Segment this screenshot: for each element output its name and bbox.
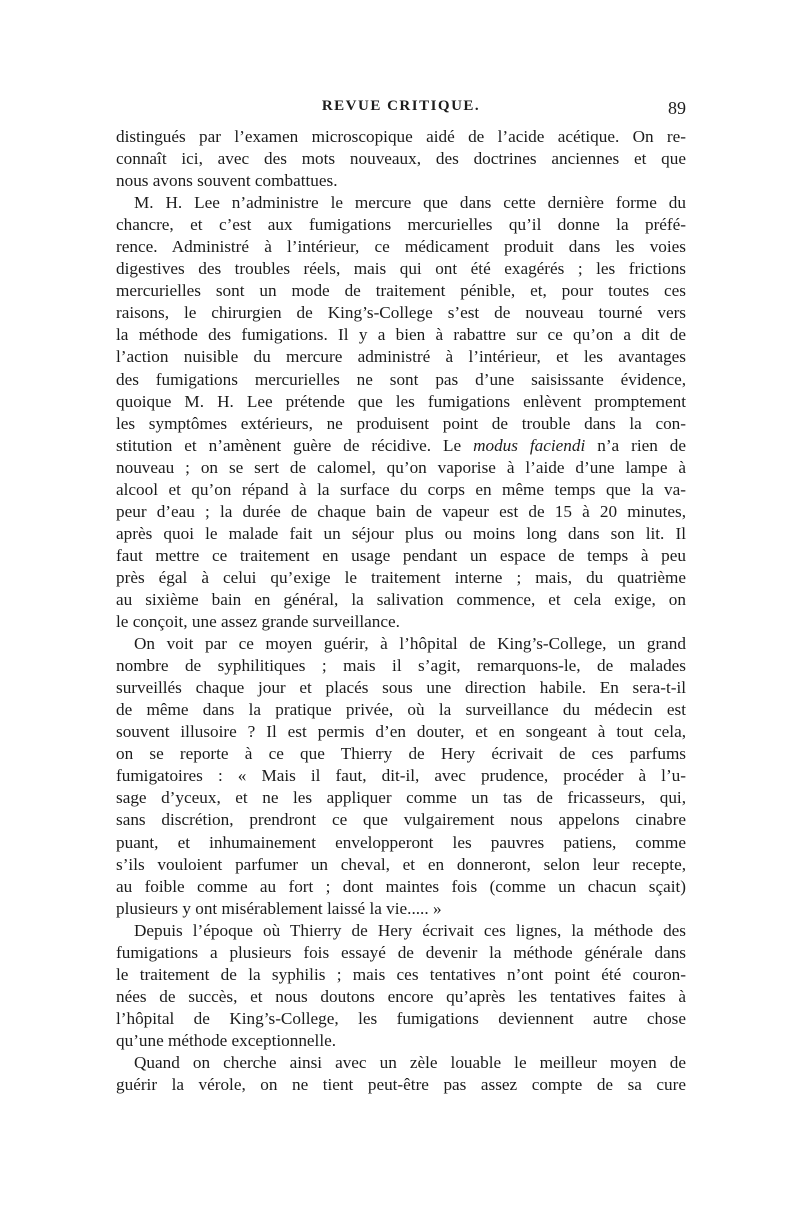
text-segment: au sixième bain en général, la salivation commence, et cela exige, on xyxy=(116,589,686,609)
text-segment: On voit par ce moyen guérir, à l’hôpital de King’s-College, un grand xyxy=(134,634,686,654)
text-segment: sans discrétion, prendront ce que vulgairement nous appelons cinabre xyxy=(116,810,686,830)
running-title: REVUE CRITIQUE. xyxy=(321,98,481,114)
text-segment: sage d’yceux, et ne les appliquer comme un tas de fricasseurs, qui, xyxy=(116,788,686,808)
text-line xyxy=(116,302,686,324)
text-segment: stitution et n’amènent guère de récidive. Le xyxy=(116,435,474,455)
text-segment: raisons, le chirurgien de King’s-College s’est de nouveau tourné vers xyxy=(116,303,686,323)
text-segment: Quand on cherche ainsi avec un zèle louable le meilleur moyen de xyxy=(134,1052,686,1072)
text-line xyxy=(116,214,686,236)
text-line xyxy=(116,170,686,192)
text-line xyxy=(116,743,686,765)
text-line xyxy=(116,1008,686,1030)
text-line xyxy=(116,324,686,346)
text-line xyxy=(116,832,686,854)
text-segment: chancre, et c’est aux fumigations mercurielles qu’il donne la préfé- xyxy=(116,215,686,235)
text-line xyxy=(116,346,686,368)
text-line xyxy=(116,589,686,611)
text-line xyxy=(116,258,686,280)
text-line xyxy=(116,986,686,1008)
text-segment: guérir la vérole, on ne tient peut-être pas assez compte de sa cure xyxy=(116,1075,686,1095)
text-segment: de même dans la pratique privée, où la surveillance du médecin est xyxy=(116,700,686,720)
text-segment: nouveau ; on se sert de calomel, qu’on vaporise à l’aide d’une lampe à xyxy=(116,457,686,477)
text-segment: faut mettre ce traitement en usage pendant un espace de temps à peu xyxy=(116,545,686,565)
text-segment: alcool et qu’on répand à la surface du corps en même temps que la va- xyxy=(116,479,686,499)
text-segment: on se reporte à ce que Thierry de Hery écrivait de ces parfums xyxy=(116,744,686,764)
text-segment: plusieurs y ont misérablement laissé la vie..... » xyxy=(116,898,442,918)
text-line xyxy=(116,942,686,964)
text-line xyxy=(116,192,686,214)
text-segment: le traitement de la syphilis ; mais ces tentatives n’ont point été couron- xyxy=(116,964,686,984)
text-line xyxy=(116,1074,686,1096)
text-segment: surveillés chaque jour et placés sous une direction habile. En sera-t-il xyxy=(116,678,686,698)
text-line xyxy=(116,677,686,699)
text-segment: nous avons souvent combattues. xyxy=(116,171,338,191)
text-segment: nées de succès, et nous doutons encore qu’après les tentatives faites à xyxy=(116,986,686,1006)
text-line xyxy=(116,633,686,655)
text-segment: mercurielles sont un mode de traitement pénible, et, pour toutes ces xyxy=(116,281,686,301)
text-line xyxy=(116,1030,686,1052)
text-segment: l’action nuisible du mercure administré à l’intérieur, et les avantages xyxy=(116,347,686,367)
text-line xyxy=(116,545,686,567)
text-segment: n’a rien de xyxy=(585,435,686,455)
text-segment: quoique M. H. Lee prétende que les fumigations enlèvent promptement xyxy=(116,391,686,411)
text-line xyxy=(116,809,686,831)
text-segment: souvent illusoire ? Il est permis d’en douter, et en songeant à tout cela, xyxy=(116,722,686,742)
text-segment: digestives des troubles réels, mais qui ont été exagérés ; les frictions xyxy=(116,259,686,279)
text-line xyxy=(116,611,686,633)
text-segment: près égal à celui qu’exige le traitement interne ; mais, du quatrième xyxy=(116,567,686,587)
text-segment: l’hôpital de King’s-College, les fumigations deviennent autre chose xyxy=(116,1008,686,1028)
text-line xyxy=(116,236,686,258)
text-line xyxy=(116,435,686,457)
text-segment: les symptômes extérieurs, ne produisent point de trouble dans la con- xyxy=(116,413,686,433)
text-line xyxy=(116,898,686,920)
text-line xyxy=(116,567,686,589)
text-line xyxy=(116,787,686,809)
text-segment: puant, et inhumainement envelopperont les pauvres patiens, comme xyxy=(116,832,686,852)
text-line xyxy=(116,876,686,898)
text-line xyxy=(116,391,686,413)
body-text xyxy=(116,126,686,1096)
text-segment: M. H. Lee n’administre le mercure que dans cette dernière forme du xyxy=(134,193,686,213)
page-header xyxy=(116,98,686,122)
text-line xyxy=(116,721,686,743)
text-segment: distingués par l’examen microscopique aidé de l’acide acétique. On re- xyxy=(116,127,686,146)
text-segment: Depuis l’époque où Thierry de Hery écrivait ces lignes, la méthode des xyxy=(134,920,686,940)
text-segment: au foible comme au fort ; dont maintes fois (comme un chacun sçait) xyxy=(116,876,686,896)
text-segment: le conçoit, une assez grande surveillance. xyxy=(116,612,400,632)
page-number: 89 xyxy=(668,98,686,118)
text-segment: fumigatoires : « Mais il faut, dit-il, avec prudence, procéder à l’u- xyxy=(116,766,686,786)
text-line xyxy=(116,699,686,721)
text-line xyxy=(116,765,686,787)
text-line xyxy=(116,655,686,677)
text-segment: après quoi le malade fait un séjour plus ou moins long dans son lit. Il xyxy=(116,523,686,543)
text-segment: la méthode des fumigations. Il y a bien à rabattre sur ce qu’on a dit de xyxy=(116,325,686,345)
text-segment: rence. Administré à l’intérieur, ce médicament produit dans les voies xyxy=(116,237,686,257)
text-line xyxy=(116,369,686,391)
text-line xyxy=(116,479,686,501)
text-segment: peur d’eau ; la durée de chaque bain de vapeur est de 15 à 20 minutes, xyxy=(116,501,686,521)
text-line xyxy=(116,413,686,435)
text-line xyxy=(116,457,686,479)
text-line xyxy=(116,148,686,170)
italic-phrase: modus faciendi xyxy=(473,435,586,455)
text-line xyxy=(116,280,686,302)
text-segment: fumigations a plusieurs fois essayé de devenir la méthode générale dans xyxy=(116,942,686,962)
text-segment: qu’une méthode exceptionnelle. xyxy=(116,1030,337,1050)
text-segment: nombre de syphilitiques ; mais il s’agit, remarquons-le, de malades xyxy=(116,656,686,676)
text-line xyxy=(116,964,686,986)
text-line xyxy=(116,523,686,545)
text-line xyxy=(116,126,686,148)
text-line xyxy=(116,854,686,876)
text-segment: des fumigations mercurielles ne sont pas d’une saisissante évidence, xyxy=(116,369,686,389)
text-line xyxy=(116,920,686,942)
text-segment: s’ils vouloient parfumer un cheval, et en donneront, selon leur recepte, xyxy=(116,854,686,874)
text-line xyxy=(116,501,686,523)
text-line xyxy=(116,1052,686,1074)
text-segment: connaît ici, avec des mots nouveaux, des doctrines anciennes et que xyxy=(116,149,686,169)
